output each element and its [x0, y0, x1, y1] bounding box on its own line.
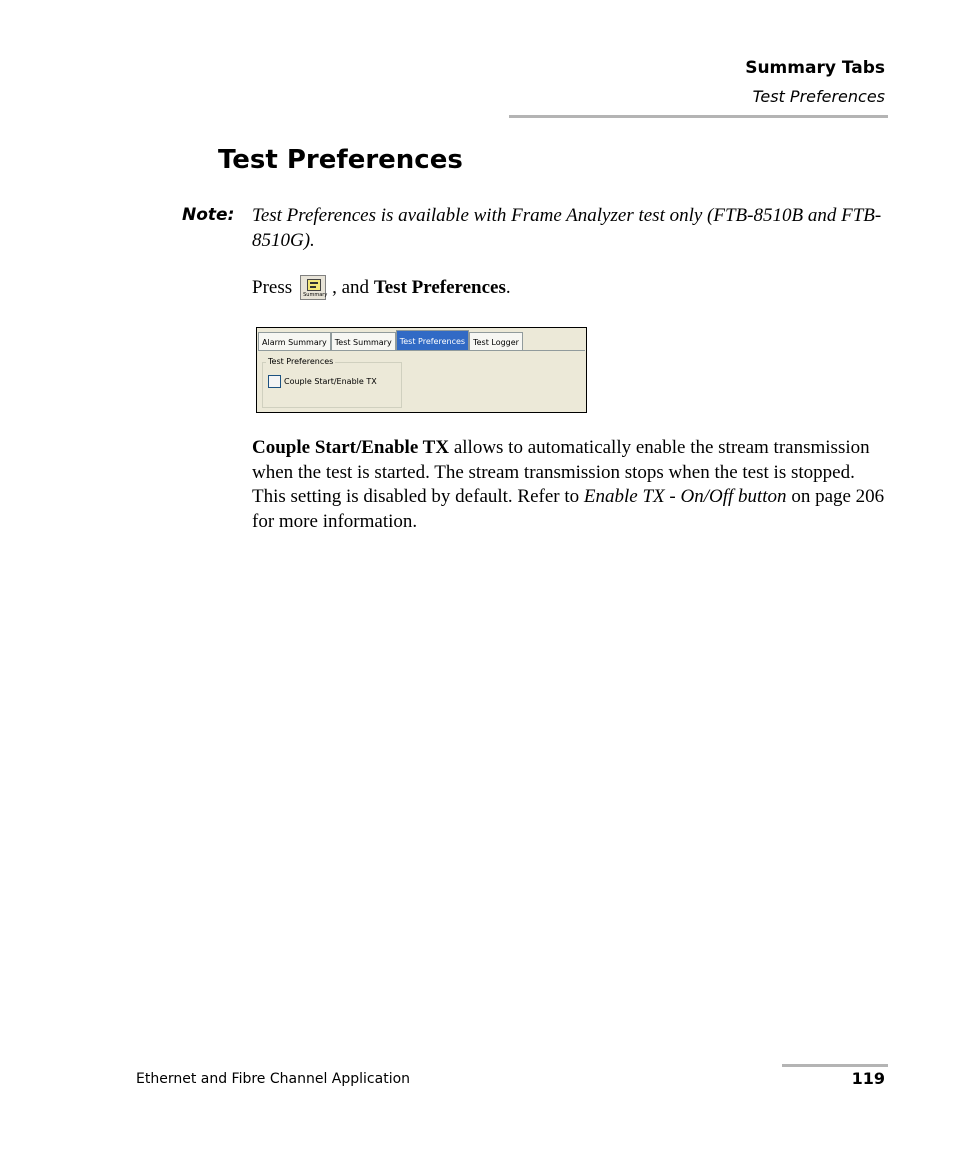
body-part2: on page 206 for more information. — [252, 486, 885, 532]
page-title: Test Preferences — [218, 145, 463, 175]
couple-start-checkbox[interactable] — [268, 375, 281, 388]
page-number: 119 — [851, 1069, 885, 1088]
body-paragraph — [252, 436, 892, 534]
tab-test-summary[interactable]: Test Summary — [331, 332, 396, 351]
couple-start-label[interactable]: Couple Start/Enable TX — [284, 377, 377, 386]
body-bold: Couple Start/Enable TX — [252, 437, 450, 458]
press-suffix: . — [505, 277, 511, 298]
header-subsection: Test Preferences — [752, 87, 885, 106]
tab-bar — [258, 330, 523, 351]
group-label: Test Preferences — [268, 357, 334, 366]
body-part1: allows to automatically enable the stream transmission when the test is started. The stream transmission stops when the test is stopped. This setting is disabled by default. Refer to — [252, 437, 870, 507]
header-divider — [509, 115, 888, 118]
summary-grid-icon — [307, 279, 321, 291]
summary-icon — [300, 275, 326, 300]
header-section: Summary Tabs — [745, 58, 885, 78]
tab-test-logger[interactable]: Test Logger — [469, 332, 523, 351]
press-prefix: Press — [252, 277, 293, 298]
note-label: Note: — [182, 205, 235, 225]
summary-icon-caption: Summary — [303, 292, 328, 298]
press-middle: , and — [332, 277, 370, 298]
test-preferences-group — [262, 357, 402, 408]
tab-test-preferences[interactable]: Test Preferences — [396, 330, 469, 351]
body-link[interactable]: Enable TX - On/Off button — [583, 486, 787, 507]
tab-alarm-summary[interactable]: Alarm Summary — [258, 332, 331, 351]
tab-divider — [258, 350, 585, 351]
press-bold: Test Preferences — [373, 277, 506, 298]
press-instruction — [252, 275, 511, 300]
footer-doc-title: Ethernet and Fibre Channel Application — [136, 1071, 411, 1087]
screenshot-panel — [256, 327, 587, 413]
footer-divider — [782, 1064, 888, 1067]
note-text: Test Preferences is available with Frame Analyzer test only (FTB-8510B and FTB-8510G). — [252, 205, 882, 251]
